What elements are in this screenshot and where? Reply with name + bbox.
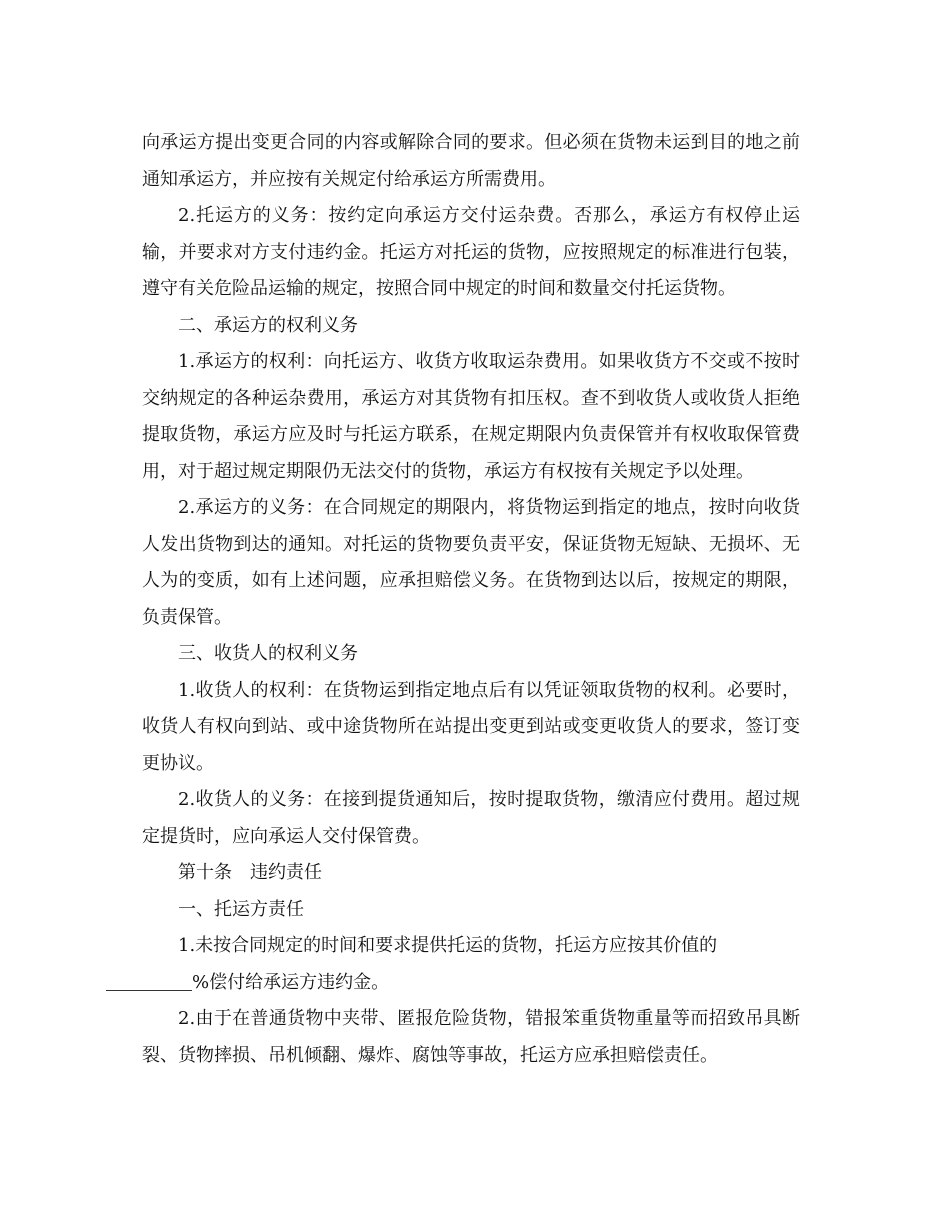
paragraph: 2.由于在普通货物中夹带、匿报危险货物，错报笨重货物重量等而招致吊具断裂、货物摔损、吊机倾翻、爆炸、腐蚀等事故，托运方应承担赔偿责任。 bbox=[142, 1008, 800, 1066]
item1-line1: 1.未按合同规定的时间和要求提供托运的货物，托运方应按其价值的 bbox=[178, 935, 718, 956]
paragraph: 2.托运方的义务：按约定向承运方交付运杂费。否那么，承运方有权停止运输，并要求对方支付违约金。托运方对托运的货物，应按照规定的标准进行包装，遵守有关危险品运输的规定，按照合同中规定的时间和数量交付托运货物。 bbox=[142, 205, 800, 299]
fill-in-blank bbox=[106, 972, 192, 991]
paragraph: 1.收货人的权利：在货物运到指定地点后有以凭证领取货物的权利。必要时，收货人有权向到站、或中途货物所在站提出变更到站或变更收货人的要求，签订变更协议。 bbox=[142, 679, 800, 774]
paragraph: 向承运方提出变更合同的内容或解除合同的要求。但必须在货物未运到目的地之前通知承运方，并应按有关规定付给承运方所需费用。 bbox=[142, 132, 800, 190]
item1-line2-wrap bbox=[106, 965, 389, 1002]
article-heading: 第十条 违约责任 bbox=[178, 862, 322, 883]
section-heading: 三、收货人的权利义务 bbox=[178, 643, 358, 664]
section-heading: 一、托运方责任 bbox=[178, 898, 304, 920]
paragraph: 1.承运方的权利：向托运方、收货方收取运杂费用。如果收货方不交或不按时交纳规定的各种运杂费用，承运方对其货物有扣压权。查不到收货人或收货人拒绝提取货物，承运方应及时与托运方联系，在规定期限内负责保管并有权收取保管费用，对于超过规定期限仍无法交付的货物，承运方有权按有关规定予以处理。 bbox=[142, 351, 800, 482]
document-body bbox=[142, 125, 800, 1074]
paragraph-item-1 bbox=[142, 928, 800, 1001]
item1-line2: %偿付给承运方违约金。 bbox=[192, 971, 390, 993]
paragraph: 2.收货人的义务：在接到提货通知后，按时提取货物，缴清应付费用。超过规定提货时，应向承运人交付保管费。 bbox=[142, 789, 800, 847]
section-heading: 二、承运方的权利义务 bbox=[178, 314, 358, 336]
paragraph: 2.承运方的义务：在合同规定的期限内，将货物运到指定的地点，按时向收货人发出货物到达的通知。对托运的货物要负责平安，保证货物无短缺、无损坏、无人为的变质，如有上述问题，应承担赔偿义务。在货物到达以后，按规定的期限，负责保管。 bbox=[142, 497, 800, 628]
